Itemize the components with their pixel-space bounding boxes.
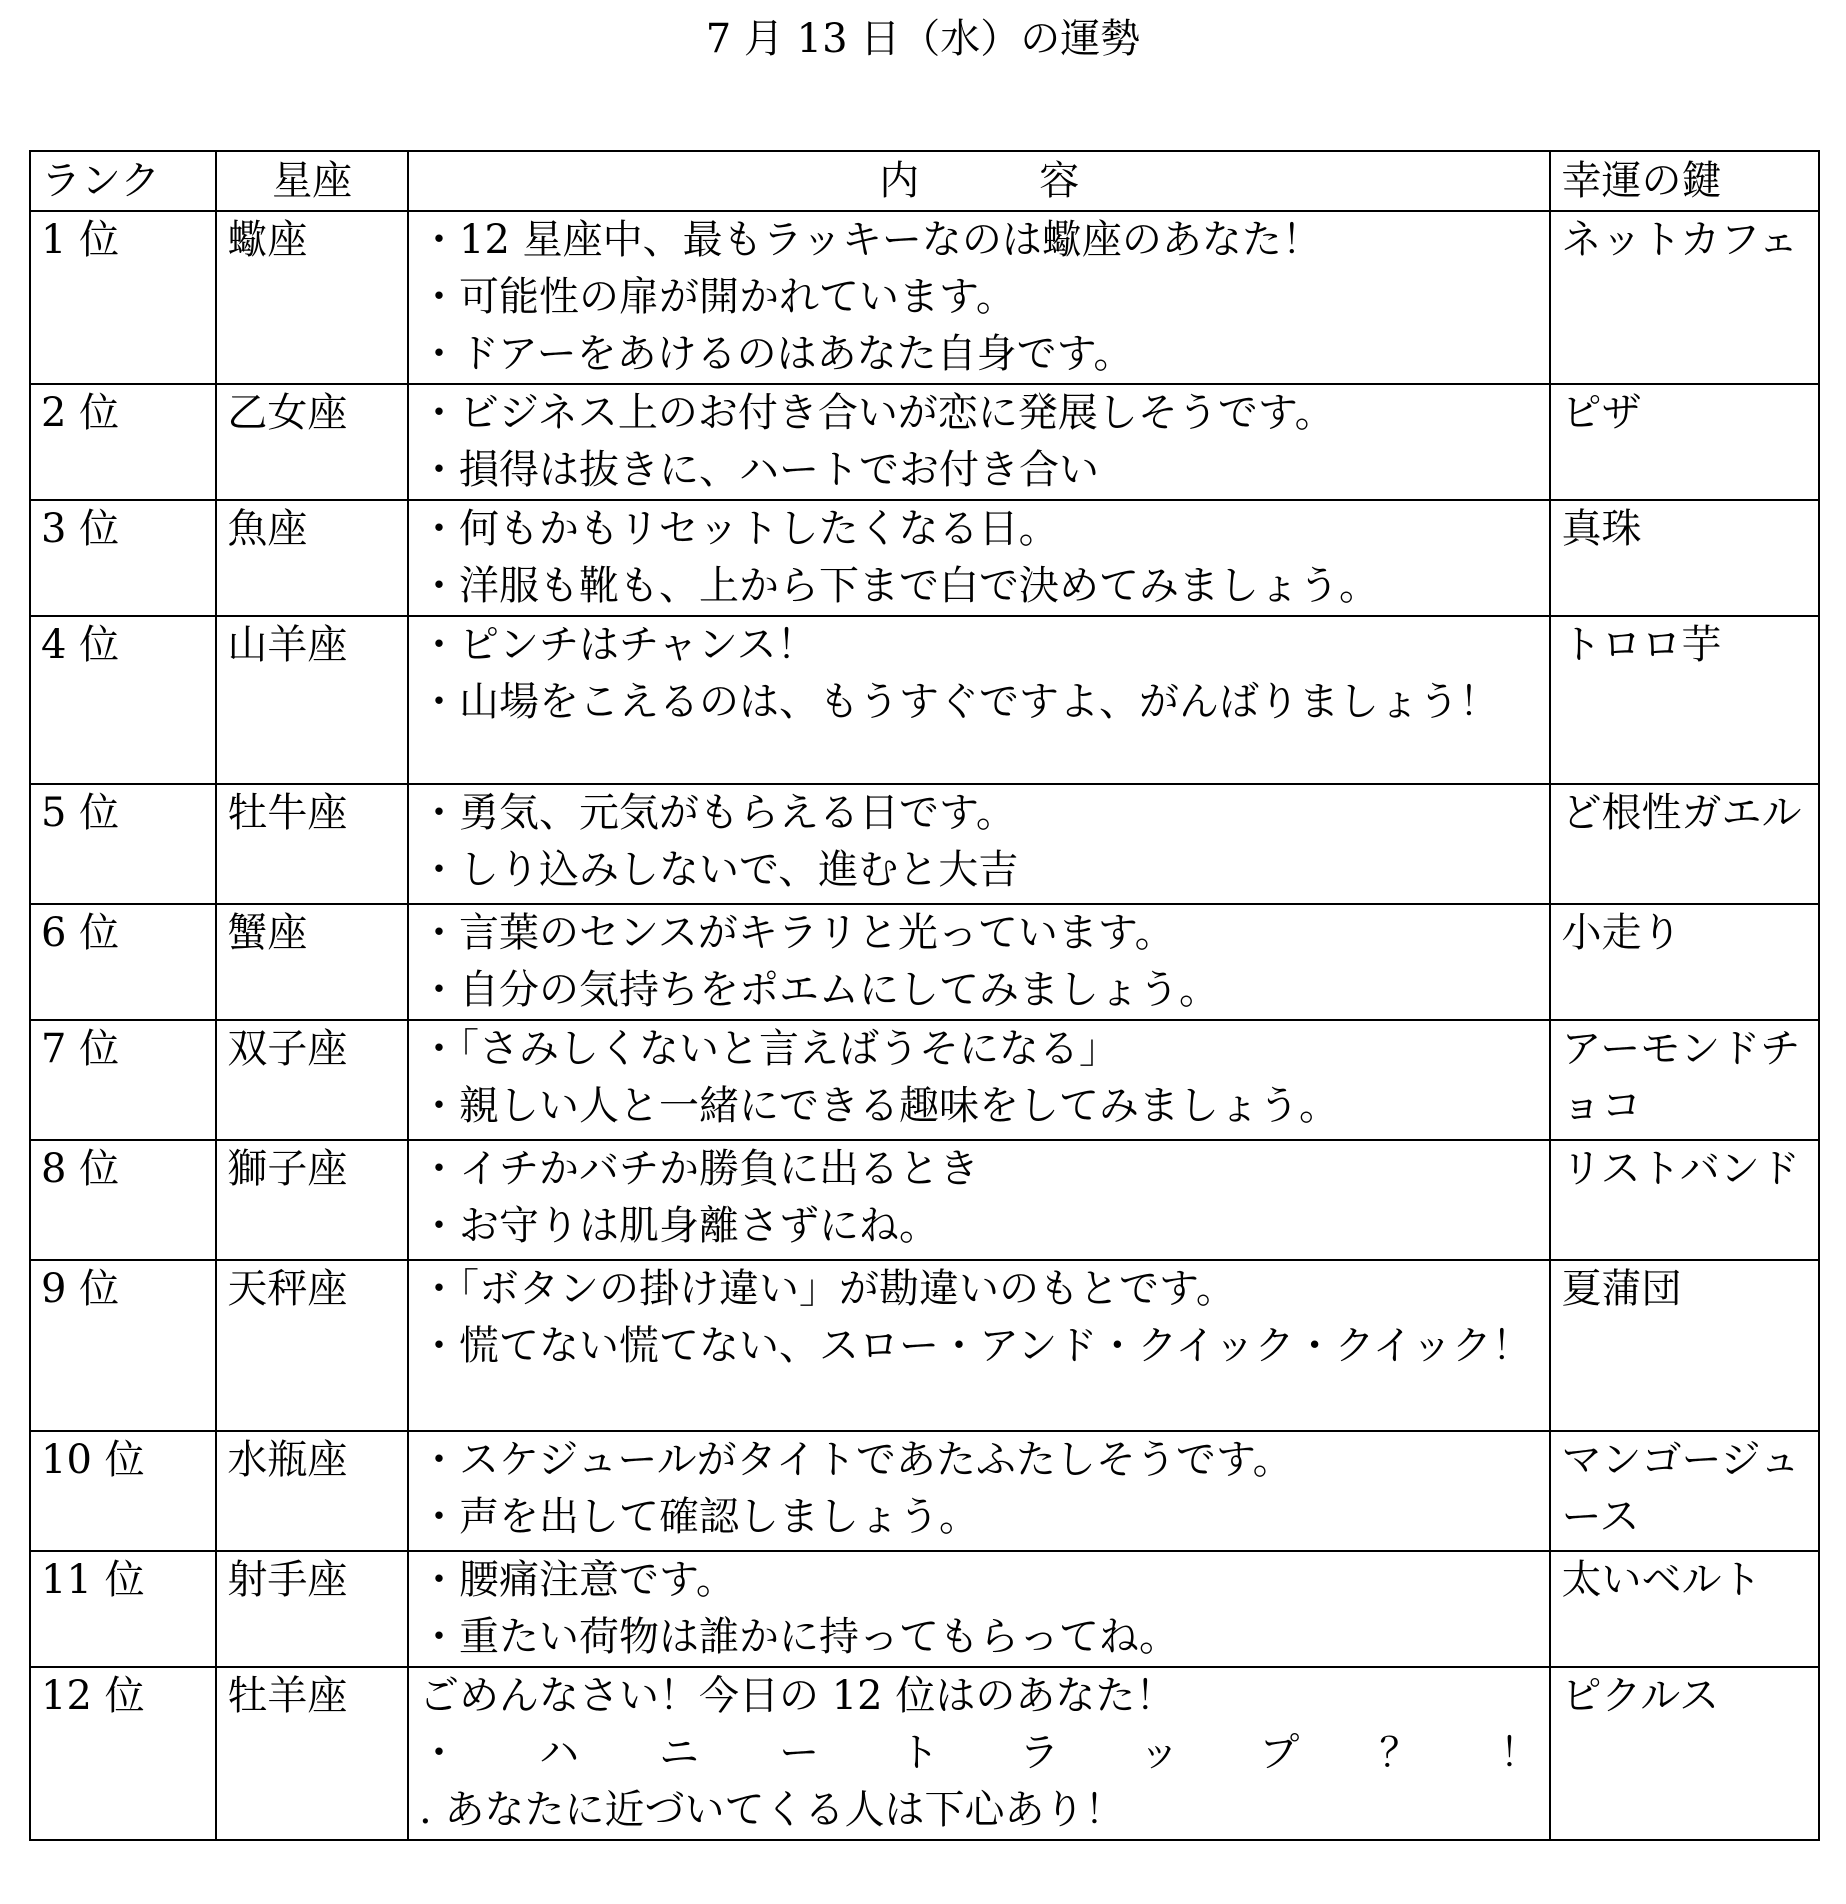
table-row — [30, 211, 1819, 384]
content-cell — [408, 211, 1550, 384]
content-cell — [408, 384, 1550, 500]
lucky-key-cell: マンゴージュース — [1550, 1431, 1819, 1551]
sign-cell: 水瓶座 — [216, 1431, 408, 1551]
table-row — [30, 1667, 1819, 1840]
content-line: ・ ハ ニ ー ト ラ ッ プ ？ ！ — [419, 1730, 1540, 1776]
header-rank: ランク — [30, 151, 216, 211]
lucky-key-cell: 真珠 — [1550, 500, 1819, 616]
rank-cell: 11 位 — [30, 1551, 216, 1667]
content-cell — [408, 616, 1550, 784]
rank-cell: 10 位 — [30, 1431, 216, 1551]
content-line: ・スケジュールがタイトであたふたしそうです。 — [419, 1437, 1293, 1483]
lucky-key-cell: ピクルス — [1550, 1667, 1819, 1840]
table-row — [30, 1020, 1819, 1140]
lucky-key-cell: 小走り — [1550, 904, 1819, 1020]
content-line: ・イチかバチか勝負に出るとき — [419, 1146, 980, 1192]
table-row — [30, 616, 1819, 784]
table-row — [30, 1140, 1819, 1260]
sign-cell: 乙女座 — [216, 384, 408, 500]
content-line: ・12 星座中、最もラッキーなのは蠍座のあなた！ — [419, 217, 1322, 263]
header-sign: 星座 — [216, 151, 408, 211]
fortune-table — [29, 150, 1820, 1841]
content-line: ・声を出して確認しましょう。 — [419, 1494, 980, 1540]
sign-cell: 射手座 — [216, 1551, 408, 1667]
content-line: ・ドアーをあけるのはあなた自身です。 — [419, 331, 1134, 377]
content-line: ・しり込みしないで、進むと大吉 — [419, 847, 1019, 893]
content-line: ・損得は抜きに、ハートでお付き合い — [419, 447, 1100, 493]
sign-cell: 蟹座 — [216, 904, 408, 1020]
content-line: ・山場をこえるのは、もうすぐですよ、がんばりましょう！ — [419, 679, 1500, 725]
content-line: ・可能性の扉が開かれています。 — [419, 274, 1016, 320]
lucky-key-cell: 太いベルト — [1550, 1551, 1819, 1667]
content-line: . あなたに近づいてくる人は下心あり！ — [419, 1787, 1125, 1833]
table-row — [30, 1260, 1819, 1431]
header-content: 内 容 — [408, 151, 1550, 211]
content-line: ・何もかもリセットしたくなる日。 — [419, 506, 1059, 552]
table-row — [30, 1431, 1819, 1551]
content-line: ごめんなさい！今日の 12 位はのあなた！ — [419, 1673, 1176, 1719]
rank-cell: 2 位 — [30, 384, 216, 500]
lucky-key-cell: トロロ芋 — [1550, 616, 1819, 784]
table-row — [30, 784, 1819, 904]
content-cell — [408, 784, 1550, 904]
rank-cell: 6 位 — [30, 904, 216, 1020]
sign-cell: 獅子座 — [216, 1140, 408, 1260]
lucky-key-cell: ピザ — [1550, 384, 1819, 500]
content-line: ・親しい人と一緒にできる趣味をしてみましょう。 — [419, 1083, 1340, 1129]
rank-cell: 9 位 — [30, 1260, 216, 1431]
rank-cell: 8 位 — [30, 1140, 216, 1260]
content-cell — [408, 1140, 1550, 1260]
rank-cell: 12 位 — [30, 1667, 216, 1840]
content-cell — [408, 500, 1550, 616]
content-line: ・勇気、元気がもらえる日です。 — [419, 790, 1016, 836]
rank-cell: 7 位 — [30, 1020, 216, 1140]
content-line: ・重たい荷物は誰かに持ってもらってね。 — [419, 1614, 1180, 1660]
lucky-key-cell: 夏蒲団 — [1550, 1260, 1819, 1431]
header-key: 幸運の鍵 — [1550, 151, 1819, 211]
table-row — [30, 904, 1819, 1020]
table-row — [30, 384, 1819, 500]
lucky-key-cell: ネットカフェ — [1550, 211, 1819, 384]
sign-cell: 牡牛座 — [216, 784, 408, 904]
rank-cell: 3 位 — [30, 500, 216, 616]
content-cell — [408, 1431, 1550, 1551]
sign-cell: 蠍座 — [216, 211, 408, 384]
content-line: ・洋服も靴も、上から下まで白で決めてみましょう。 — [419, 563, 1380, 609]
rank-cell: 5 位 — [30, 784, 216, 904]
table-row — [30, 500, 1819, 616]
content-line: ・自分の気持ちをポエムにしてみましょう。 — [419, 967, 1220, 1013]
content-cell — [408, 1551, 1550, 1667]
table-row — [30, 1551, 1819, 1667]
content-line: ・言葉のセンスがキラリと光っています。 — [419, 910, 1175, 956]
lucky-key-cell: リストバンド — [1550, 1140, 1819, 1260]
content-cell — [408, 1260, 1550, 1431]
content-cell — [408, 1020, 1550, 1140]
sign-cell: 天秤座 — [216, 1260, 408, 1431]
content-line: ・ピンチはチャンス！ — [419, 622, 817, 668]
content-line: ・お守りは肌身離さずにね。 — [419, 1203, 940, 1249]
lucky-key-cell: アーモンドチョコ — [1550, 1020, 1819, 1140]
sign-cell: 山羊座 — [216, 616, 408, 784]
rank-cell: 4 位 — [30, 616, 216, 784]
content-cell — [408, 904, 1550, 1020]
content-line: ・「ボタンの掛け違い」が勘違いのもとです。 — [419, 1266, 1236, 1312]
rank-cell: 1 位 — [30, 211, 216, 384]
table-header-row — [30, 151, 1819, 211]
sign-cell: 魚座 — [216, 500, 408, 616]
sign-cell: 牡羊座 — [216, 1667, 408, 1840]
content-cell — [408, 1667, 1550, 1840]
content-line: ・腰痛注意です。 — [419, 1557, 736, 1603]
content-line: ・ビジネス上のお付き合いが恋に発展しそうです。 — [419, 390, 1335, 436]
content-line: ・「さみしくないと言えばうそになる」 — [419, 1026, 1120, 1072]
lucky-key-cell: ど根性ガエル — [1550, 784, 1819, 904]
content-line: ・慌てない慌てない、スロー・アンド・クイック・クイック！ — [419, 1323, 1532, 1369]
page-title: 7 月 13 日（水）の運勢 — [705, 16, 1141, 62]
sign-cell: 双子座 — [216, 1020, 408, 1140]
